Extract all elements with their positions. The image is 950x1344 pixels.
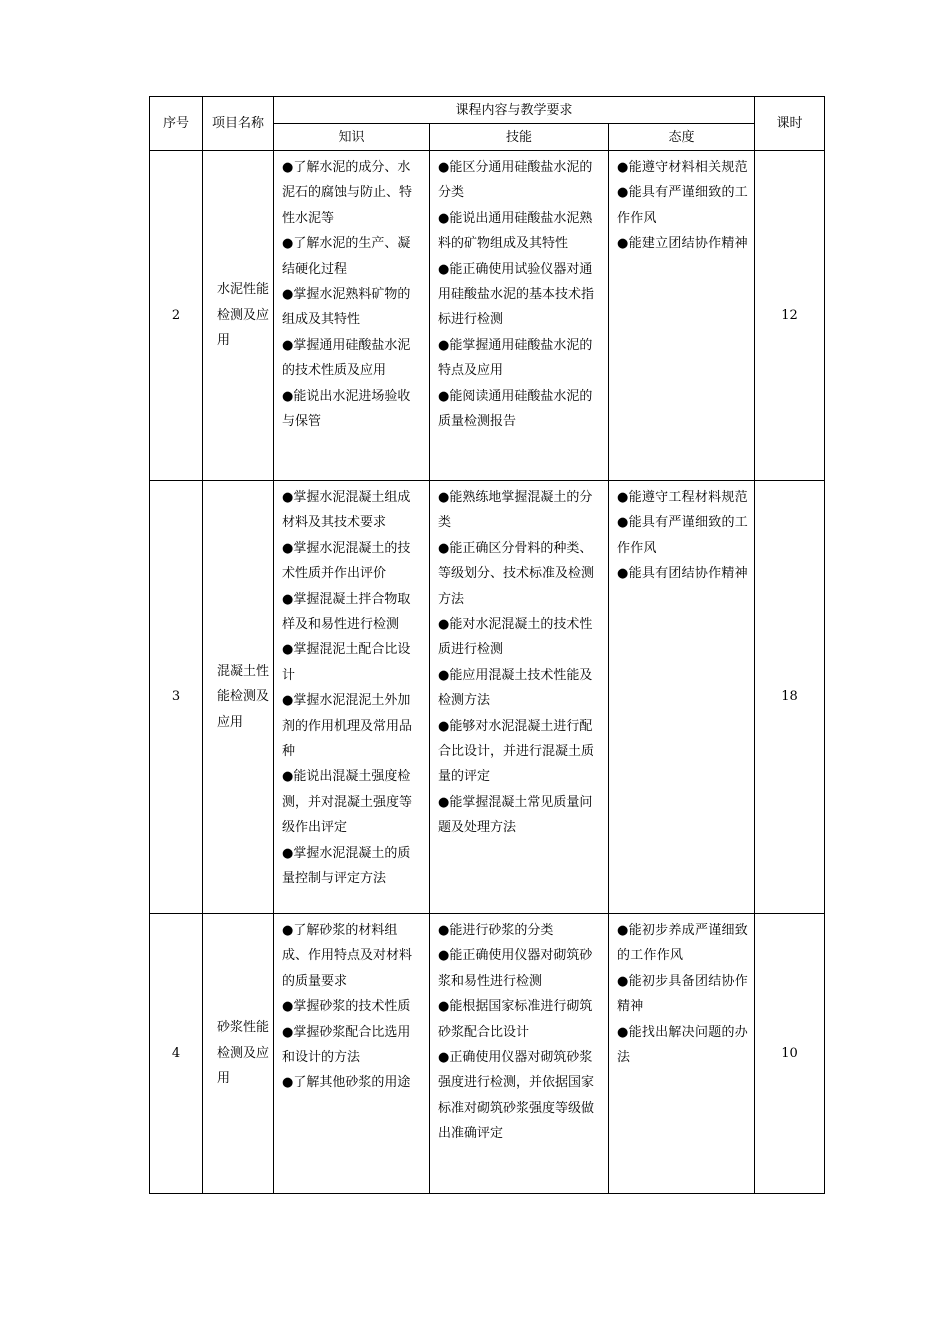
list-item: ●能区分通用硅酸盐水泥的分类 — [438, 160, 593, 201]
list-item: ●了解砂浆的材料组成、作用特点及对材料的质量要求 — [282, 923, 413, 989]
list-item: ●能找出解决问题的办法 — [617, 1024, 749, 1066]
list-item: ●掌握水泥混凝土组成材料及其技术要求 — [282, 490, 411, 531]
row-seq: 2 — [150, 151, 203, 481]
list-item: ●能掌握混凝土常见质量问题及处理方法 — [438, 794, 593, 836]
list-item: ●了解水泥的成分、水泥石的腐蚀与防止、特性水泥等 — [282, 160, 413, 226]
list-item: ●能根据国家标准进行砌筑砂浆配合比设计 — [438, 999, 593, 1040]
row-attitude — [609, 481, 755, 914]
row-knowledge — [274, 151, 430, 481]
list-item: ●能说出混凝土强度检测，并对混凝土强度等级作出评定 — [282, 769, 413, 836]
list-item: ●能对水泥混凝土的技术性质进行检测 — [438, 617, 593, 658]
row-knowledge — [274, 481, 430, 914]
list-item: ●能建立团结协作精神 — [617, 236, 748, 252]
list-item: ●能初步具备团结协作精神 — [617, 973, 749, 1015]
table-row — [150, 914, 825, 1194]
list-item: ●能进行砂浆的分类 — [438, 923, 554, 938]
header-hours: 课时 — [755, 97, 825, 151]
course-content-table — [149, 96, 825, 1194]
list-item: ●能说出通用硅酸盐水泥熟料的矿物组成及其特性 — [438, 210, 593, 252]
row-attitude — [609, 151, 755, 481]
list-item: ●了解水泥的生产、凝结硬化过程 — [282, 236, 411, 277]
list-item: ●能遵守工程材料规范 — [617, 490, 748, 505]
list-item: ●能正确使用试验仪器对通用硅酸盐水泥的基本技术指标进行检测 — [438, 261, 595, 328]
header-row-top — [150, 97, 825, 124]
header-knowledge: 知识 — [274, 124, 430, 151]
row-hours: 12 — [755, 151, 825, 481]
list-item: ●能掌握通用硅酸盐水泥的特点及应用 — [438, 337, 593, 379]
row-attitude — [609, 914, 755, 1194]
row-skills — [430, 914, 609, 1194]
list-item: ●掌握混泥土配合比设计 — [282, 642, 411, 683]
row-seq: 3 — [150, 481, 203, 914]
list-item: ●掌握水泥混凝土的质量控制与评定方法 — [282, 845, 411, 887]
list-item: ●掌握混凝土拌合物取样及和易性进行检测 — [282, 591, 411, 633]
list-item: ●能说出水泥进场验收与保管 — [282, 388, 411, 430]
header-seq: 序号 — [150, 97, 203, 151]
header-skills: 技能 — [430, 124, 609, 151]
list-item: ●能正确使用仪器对砌筑砂浆和易性进行检测 — [438, 948, 593, 989]
header-project-name: 项目名称 — [203, 97, 274, 151]
row-hours: 18 — [755, 481, 825, 914]
row-project-name: 混凝土性能检测及应用 — [203, 481, 274, 914]
list-item: ●能具有团结协作精神 — [617, 566, 748, 582]
list-item: ●能熟练地掌握混凝土的分类 — [438, 490, 593, 531]
list-item: ●能初步养成严谨细致的工作作风 — [617, 923, 749, 964]
list-item: ●正确使用仪器对砌筑砂浆强度进行检测，并依据国家标准对砌筑砂浆强度等级做出准确评定 — [438, 1050, 595, 1142]
list-item: ●能具有严谨细致的工作作风 — [617, 185, 749, 226]
row-skills — [430, 151, 609, 481]
list-item: ●能阅读通用硅酸盐水泥的质量检测报告 — [438, 388, 593, 430]
list-item: ●掌握砂浆配合比选用和设计的方法 — [282, 1024, 411, 1066]
list-item: ●能具有严谨细致的工作作风 — [617, 515, 749, 556]
list-item: ●掌握水泥熟料矿物的组成及其特性 — [282, 287, 411, 328]
row-project-name: 砂浆性能检测及应用 — [203, 914, 274, 1194]
list-item: ●掌握通用硅酸盐水泥的技术性质及应用 — [282, 337, 411, 379]
list-item: ●掌握砂浆的技术性质 — [282, 999, 411, 1015]
table-row — [150, 481, 825, 914]
header-attitude: 态度 — [609, 124, 755, 151]
list-item: ●掌握水泥混泥土外加剂的作用机理及常用品种 — [282, 693, 413, 760]
row-project-name: 水泥性能检测及应用 — [203, 151, 274, 481]
row-hours: 10 — [755, 914, 825, 1194]
header-content-group: 课程内容与教学要求 — [274, 97, 755, 124]
row-seq: 4 — [150, 914, 203, 1194]
row-skills — [430, 481, 609, 914]
list-item: ●能正确区分骨料的种类、等级划分、技术标准及检测方法 — [438, 540, 595, 607]
list-item: ●能够对水泥混凝土进行配合比设计，并进行混凝土质量的评定 — [438, 718, 595, 785]
list-item: ●能遵守材料相关规范 — [617, 160, 748, 175]
list-item: ●掌握水泥混凝土的技术性质并作出评价 — [282, 540, 411, 582]
row-knowledge — [274, 914, 430, 1194]
list-item: ●了解其他砂浆的用途 — [282, 1075, 411, 1091]
list-item: ●能应用混凝土技术性能及检测方法 — [438, 667, 593, 709]
table-row — [150, 151, 825, 481]
